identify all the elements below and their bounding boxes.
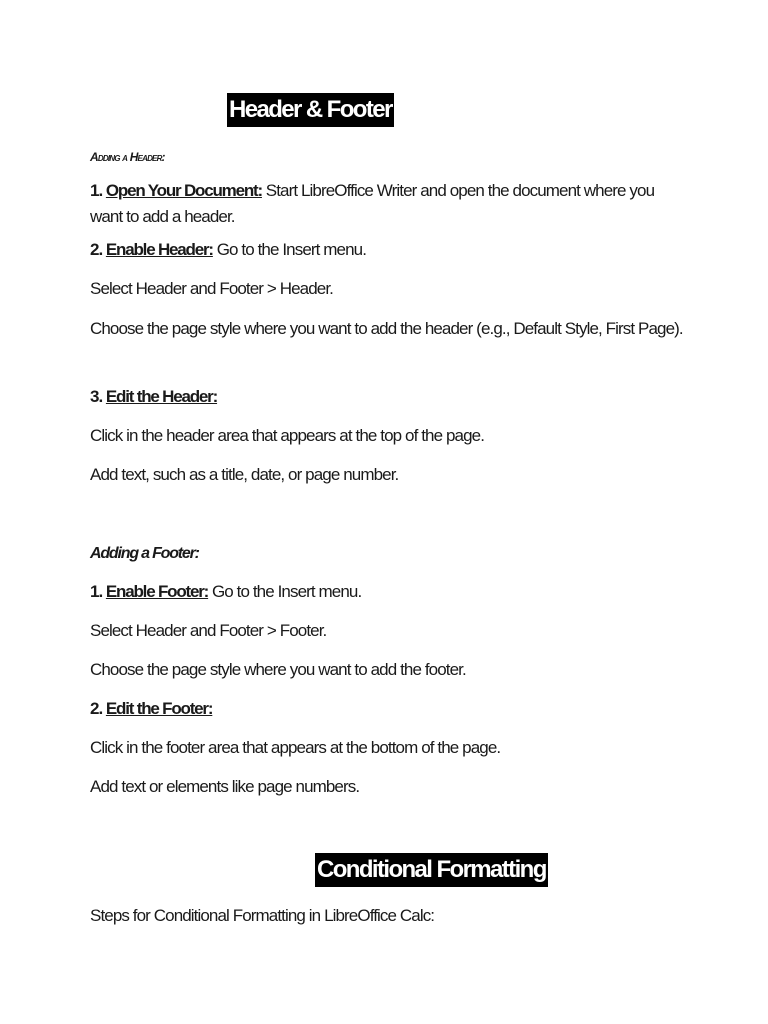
step-label: Enable Footer: (105, 582, 209, 601)
subheading-adding-footer (90, 540, 690, 567)
footer-add-line: Add text or elements like page numbers. (90, 777, 360, 796)
subheading-adding-header (90, 143, 690, 170)
step-number: 1. (90, 582, 106, 601)
step-label: Edit the Header: (105, 387, 218, 406)
step-label: Enable Header: (105, 240, 213, 259)
step-number: 2. (90, 240, 106, 259)
step-text: Start LibreOffice Writer and open the document where you want to add a header. (90, 181, 655, 226)
header-step-1 (90, 178, 690, 230)
conditional-intro-line: Steps for Conditional Formatting in LibreOffice Calc: (90, 906, 435, 925)
step-text: Go to the Insert menu. (208, 582, 362, 601)
footer-choose-line: Choose the page style where you want to add the footer. (90, 660, 466, 679)
header-step-2 (90, 237, 690, 263)
step-label: Open Your Document: (105, 181, 262, 200)
header-select-line: Select Header and Footer > Header. (90, 279, 333, 298)
subheading-text: Adding a Footer: (90, 545, 199, 562)
header-add-line: Add text, such as a title, date, or page number. (90, 465, 399, 484)
step-number: 1. (90, 181, 106, 200)
footer-step-1 (90, 579, 690, 605)
header-choose-line: Choose the page style where you want to add the header (e.g., Default Style, First Page). (90, 319, 683, 338)
subheading-text: Adding a Header: (90, 150, 165, 164)
step-number: 3. (90, 387, 106, 406)
footer-step-2 (90, 696, 690, 722)
footer-click-line: Click in the footer area that appears at the bottom of the page. (90, 738, 501, 757)
step-number: 2. (90, 699, 106, 718)
section-title-header-footer: Header & Footer (227, 93, 394, 127)
header-click-line: Click in the header area that appears at the top of the page. (90, 426, 485, 445)
step-label: Edit the Footer: (105, 699, 213, 718)
footer-select-line: Select Header and Footer > Footer. (90, 621, 327, 640)
header-step-3 (90, 384, 690, 410)
step-text: Go to the Insert menu. (212, 240, 367, 259)
section-title-conditional-formatting: Conditional Formatting (315, 853, 548, 887)
